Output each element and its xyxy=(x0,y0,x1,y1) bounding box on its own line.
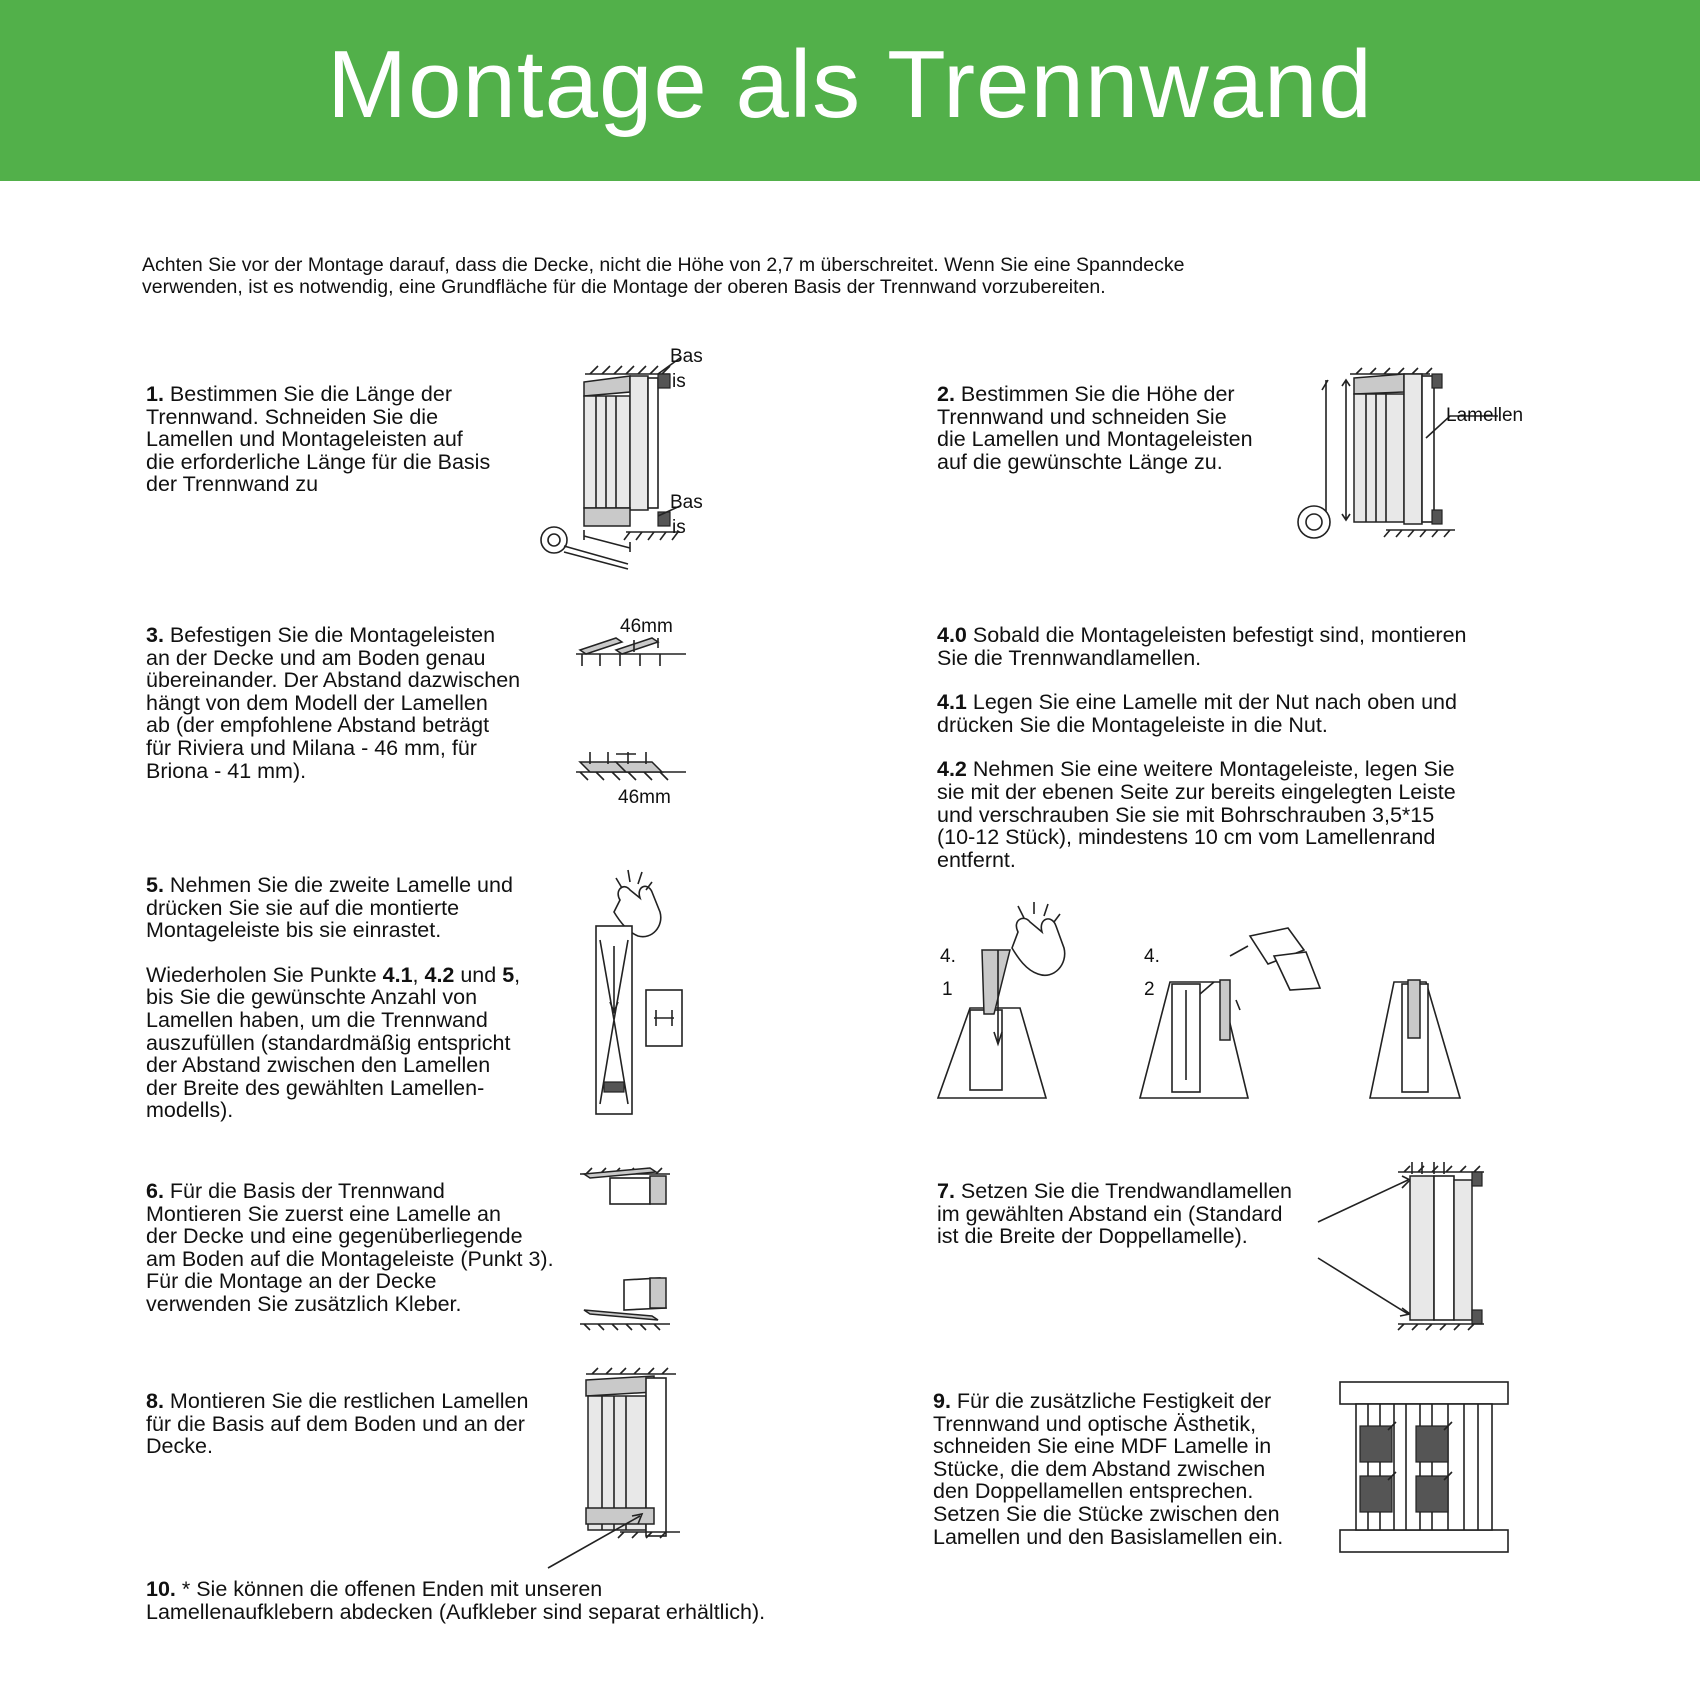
step-text: Nehmen Sie die zweite Lamelle und xyxy=(169,873,513,897)
label-46mm-top: 46mm xyxy=(620,616,673,637)
step-4 xyxy=(937,624,1537,871)
figure-3-strips xyxy=(576,612,696,812)
step-2 xyxy=(937,383,1317,473)
step-text: Decke. xyxy=(146,1434,213,1459)
step-ref: 4.1 xyxy=(382,962,413,987)
step-text: für die Basis auf dem Boden und an der xyxy=(146,1411,525,1436)
step-text: Für die Basis der Trennwand xyxy=(169,1179,445,1203)
intro-line-1: Achten Sie vor der Montage darauf, dass die Decke, nicht die Höhe von 2,7 m überschreitet. Wenn Sie eine Spanndecke xyxy=(142,254,1185,276)
header-banner xyxy=(0,0,1700,181)
label-step-4-2-a: 4. xyxy=(1144,946,1160,967)
step-3 xyxy=(146,624,566,782)
step-text: drücken Sie sie auf die montierte xyxy=(146,895,460,920)
step-number: 5. xyxy=(146,873,164,897)
step-1 xyxy=(146,383,546,496)
step-text: ab (der empfohlene Abstand beträgt xyxy=(146,713,490,738)
step-text: (10-12 Stück), mindestens 10 cm vom Lamellenrand xyxy=(937,825,1436,850)
step-text: den Doppellamellen entsprechen. xyxy=(933,1479,1254,1504)
page-title: Montage als Trennwand xyxy=(327,31,1373,138)
step-number: 4.1 xyxy=(937,690,967,715)
drill-icon xyxy=(1230,928,1320,1010)
step-9 xyxy=(933,1390,1313,1548)
figure-5-press xyxy=(590,860,690,1120)
step-text: auf die gewünschte Länge zu. xyxy=(937,449,1223,474)
step-text: Lamellenaufklebern abdecken (Aufkleber sind separat erhältlich). xyxy=(146,1599,766,1624)
step-text: Setzen Sie die Trendwandlamellen xyxy=(960,1179,1292,1203)
step-text: Bestimmen Sie die Höhe der xyxy=(960,382,1235,406)
step-text: * Sie können die offenen Enden mit unseren xyxy=(181,1577,603,1601)
step-8 xyxy=(146,1390,576,1458)
label-basis-top-a: Bas xyxy=(670,346,703,367)
step-text: Trennwand und schneiden Sie xyxy=(937,404,1227,429)
step-text: Nehmen Sie eine weitere Montageleiste, legen Sie xyxy=(972,757,1455,782)
step-10 xyxy=(146,1578,846,1623)
intro-line-2: verwenden, ist es notwendig, eine Grundfläche für die Montage der oberen Basis der Trennwand vorzubereiten. xyxy=(142,276,1106,298)
step-number: 10. xyxy=(146,1577,176,1601)
step-text: für Riviera und Milana - 46 mm, für xyxy=(146,735,477,760)
step-text: am Boden auf die Montageleiste (Punkt 3). xyxy=(146,1246,554,1271)
step-text: Befestigen Sie die Montageleisten xyxy=(169,623,496,647)
intro-text xyxy=(142,254,1442,298)
step-text: der Decke und eine gegenüberliegende xyxy=(146,1224,523,1249)
step-text: Wiederholen Sie Punkte xyxy=(146,962,383,987)
step-text: Trennwand. Schneiden Sie die xyxy=(146,404,439,429)
step-number: 2. xyxy=(937,382,955,406)
step-text: Stücke, die dem Abstand zwischen xyxy=(933,1456,1266,1481)
step-6 xyxy=(146,1180,576,1316)
step-number: 4.0 xyxy=(937,623,967,647)
label-step-4-1-b: 1 xyxy=(942,979,953,1000)
step-number: 8. xyxy=(146,1389,164,1413)
step-text: entfernt. xyxy=(937,847,1016,872)
step-text: Bestimmen Sie die Länge der xyxy=(169,382,452,406)
step-text: die Lamellen und Montageleisten xyxy=(937,427,1253,452)
step-text: Trennwand und optische Ästhetik, xyxy=(933,1411,1257,1436)
step-ref: 5 xyxy=(502,962,515,987)
step-text: der Abstand zwischen den Lamellen xyxy=(146,1053,491,1078)
step-5 xyxy=(146,874,566,1122)
figure-9-mdf xyxy=(1336,1380,1511,1555)
separator: und xyxy=(454,962,503,987)
step-text: ist die Breite der Doppellamelle). xyxy=(937,1224,1248,1249)
step-number: 6. xyxy=(146,1179,164,1203)
step-text: der Trennwand zu xyxy=(146,472,319,497)
figure-4-assembly xyxy=(930,890,1490,1105)
step-text: hängt von dem Modell der Lamellen xyxy=(146,690,488,715)
step-text: Sie die Trennwandlamellen. xyxy=(937,645,1202,670)
tape-measure-icon xyxy=(1298,380,1330,538)
separator: , xyxy=(412,962,425,987)
step-text: die erforderliche Länge für die Basis xyxy=(146,449,491,474)
step-number: 3. xyxy=(146,623,164,647)
label-basis-top-b: is xyxy=(672,371,686,392)
step-number: 7. xyxy=(937,1179,955,1203)
step-ref: 4.2 xyxy=(424,962,455,987)
step-text: Legen Sie eine Lamelle mit der Nut nach oben und xyxy=(972,690,1457,715)
step-text: Lamellen und den Basislamellen ein. xyxy=(933,1524,1284,1549)
step-text: Lamellen haben, um die Trennwand xyxy=(146,1007,488,1032)
step-text: Für die Montage an der Decke xyxy=(146,1269,437,1294)
step-text: sie mit der ebenen Seite zur bereits eingelegten Leiste xyxy=(937,779,1456,804)
step-text: der Breite des gewählten Lamellen- xyxy=(146,1075,485,1100)
step-text: und verschrauben Sie sie mit Bohrschrauben 3,5*15 xyxy=(937,802,1435,827)
step-text: schneiden Sie eine MDF Lamelle in xyxy=(933,1434,1272,1459)
step-7 xyxy=(937,1180,1317,1248)
label-step-4-1-a: 4. xyxy=(940,946,956,967)
step-text: Für die zusätzliche Festigkeit der xyxy=(956,1389,1272,1413)
step-text: an der Decke und am Boden genau xyxy=(146,645,486,670)
label-basis-bottom-b: is xyxy=(672,517,686,538)
ceiling-hatch xyxy=(585,366,670,374)
step-text: Montageleiste bis sie einrastet. xyxy=(146,918,442,943)
step-text: verwenden Sie zusätzlich Kleber. xyxy=(146,1291,462,1316)
separator: , xyxy=(514,962,521,987)
step-text: im gewählten Abstand ein (Standard xyxy=(937,1201,1283,1226)
step-text: auszufüllen (standardmäßig entspricht xyxy=(146,1030,511,1055)
step-text: Lamellen und Montageleisten auf xyxy=(146,427,463,452)
label-basis-bottom-a: Bas xyxy=(670,492,703,513)
step-text: Montieren Sie zuerst eine Lamelle an xyxy=(146,1201,501,1226)
step-text: übereinander. Der Abstand dazwischen xyxy=(146,668,521,693)
step-number: 4.2 xyxy=(937,757,967,782)
step-text: Briona - 41 mm). xyxy=(146,758,307,783)
step-number: 1. xyxy=(146,382,164,406)
step-text: bis Sie die gewünschte Anzahl von xyxy=(146,985,478,1010)
step-text: drücken Sie die Montageleiste in die Nut. xyxy=(937,712,1328,737)
figure-6-basis xyxy=(580,1160,680,1335)
step-text: modells). xyxy=(146,1098,234,1123)
figure-7-insert xyxy=(1318,1150,1493,1335)
label-step-4-2-b: 2 xyxy=(1144,979,1155,1000)
step-text: Setzen Sie die Stücke zwischen den xyxy=(933,1501,1280,1526)
figure-1-length xyxy=(530,340,730,570)
figure-10-arrow xyxy=(540,1510,660,1570)
step-text: Montieren Sie die restlichen Lamellen xyxy=(169,1389,529,1413)
label-46mm-bottom: 46mm xyxy=(618,787,671,808)
step-number: 9. xyxy=(933,1389,951,1413)
step-text: Sobald die Montageleisten befestigt sind, montieren xyxy=(972,623,1467,647)
label-lamellen: Lamellen xyxy=(1446,405,1524,426)
figure-2-height xyxy=(1290,362,1540,552)
clapping-hands-icon xyxy=(1012,902,1065,975)
